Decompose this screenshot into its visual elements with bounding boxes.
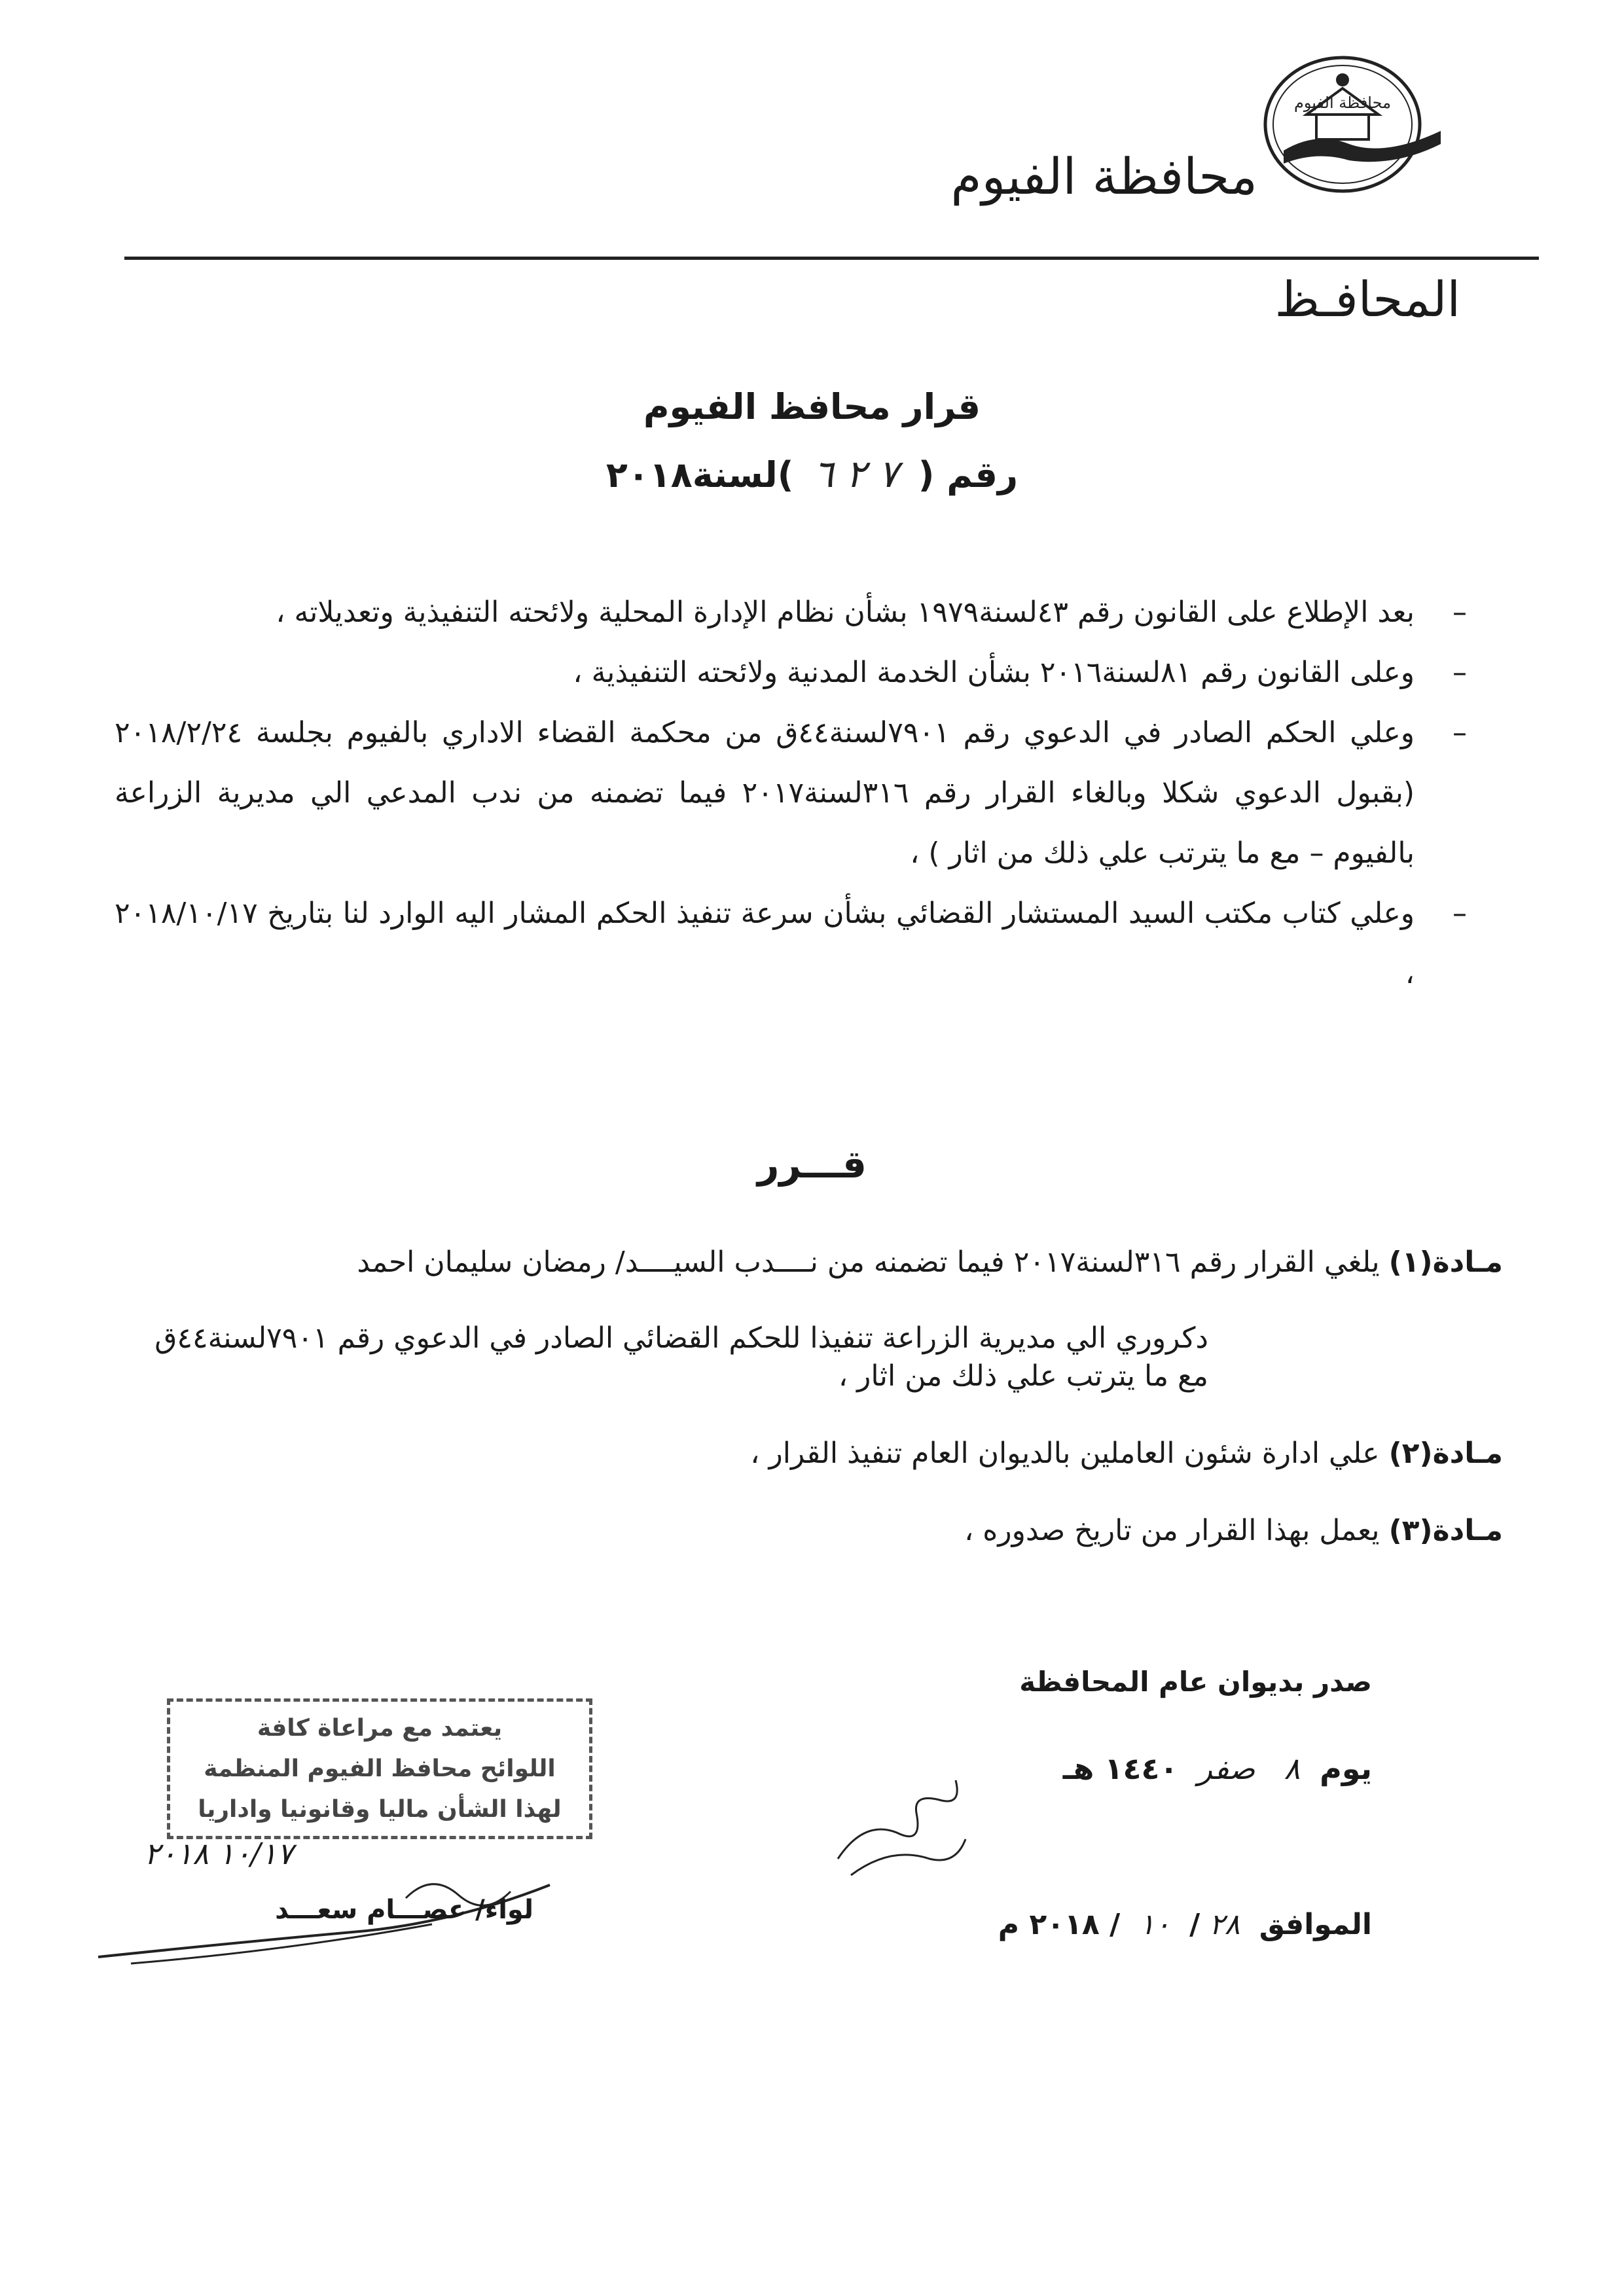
preamble-dash: –	[1453, 897, 1467, 930]
decree-title: قرار محافظ الفيوم	[643, 386, 981, 427]
preamble-dash: –	[1453, 656, 1467, 689]
decree-number-handwritten: ٧ ٢ ٦	[813, 452, 899, 496]
resolved-heading: قـــرر	[757, 1142, 867, 1187]
hijri-day: ٨	[1284, 1751, 1301, 1786]
article-2	[121, 1435, 1503, 1473]
signature-date-handwritten: ١٠/١٧ ٢٠١٨	[144, 1836, 293, 1871]
decree-number-prefix: رقم (	[918, 454, 1019, 495]
greg-year: / ٢٠١٨ م	[998, 1908, 1121, 1941]
article-1	[121, 1244, 1503, 1395]
greg-prefix: الموافق	[1259, 1908, 1372, 1941]
preamble-item	[115, 643, 1467, 703]
article-label: مـادة(٢)	[1388, 1437, 1503, 1470]
preamble-item	[115, 884, 1467, 1004]
greg-month-handwritten: ١٠	[1139, 1908, 1170, 1941]
stamp-line: لهذا الشأن ماليا وقانونيا واداريا	[198, 1796, 562, 1823]
decree-number	[0, 452, 1624, 496]
hijri-year: ١٤٤٠ هـ	[1062, 1751, 1178, 1786]
article-text: يلغي القرار رقم ٣١٦لسنة٢٠١٧ فيما تضمنه من نــــدب السيــــد/ رمضان سليمان احمد	[357, 1246, 1380, 1279]
preamble-item	[115, 703, 1467, 884]
article-continuation: دكروري الي مديرية الزراعة تنفيذا للحكم القضائي الصادر في الدعوي رقم ٧٩٠١لسنة٤٤ق مع ما يترتب علي ذلك من اثار ،	[154, 1321, 1208, 1393]
preamble-dash: –	[1453, 716, 1467, 749]
article-text: علي ادارة شئون العاملين بالديوان العام تنفيذ القرار ،	[750, 1437, 1380, 1470]
greg-day-handwritten: ٢٨	[1209, 1908, 1240, 1941]
preamble-list	[115, 583, 1467, 1004]
article-3	[121, 1512, 1503, 1550]
hijri-prefix: يوم	[1320, 1751, 1372, 1786]
preamble-text: وعلى القانون رقم ٨١لسنة٢٠١٦ بشأن الخدمة المدنية ولائحته التنفيذية ،	[573, 656, 1415, 689]
issued-at-line: صدر بديوان عام المحافظة	[1019, 1666, 1372, 1698]
preamble-text: بعد الإطلاع على القانون رقم ٤٣لسنة١٩٧٩ بشأن نظام الإدارة المحلية ولائحته التنفيذية وتعديلاته ،	[276, 596, 1415, 629]
preamble-dash: –	[1453, 596, 1467, 629]
articles-section	[121, 1244, 1503, 1589]
hijri-month-handwritten: صفر	[1197, 1751, 1255, 1786]
article-label: مـادة(١)	[1388, 1246, 1503, 1279]
hijri-date-line	[1063, 1751, 1372, 1786]
governorate-seal-logo	[1244, 52, 1447, 203]
decree-number-suffix: )لسنة٢٠١٨	[605, 454, 794, 495]
signatory-name: لواء/ عصـــام سعـــد	[275, 1895, 533, 1925]
gregorian-date-line: الموافق ٢٨/ ١٠ / ٢٠١٨ م	[998, 1908, 1372, 1941]
preamble-text: وعلي الحكم الصادر في الدعوي رقم ٧٩٠١لسنة٤٤ق من محكمة القضاء الاداري بالفيوم بجلسة ٢٠١٨/٢/٢٤ (بقبول الدعوي شكلا وبالغاء القرار رقم ٣١٦لسنة٢٠١٧ فيما تضمنه من ندب المدعي الي مديرية الزراعة بالفيوم – مع ما يترتب علي ذلك من اثار ) ،	[115, 716, 1415, 870]
seal-lettering: محافظة الفيوم	[1294, 94, 1391, 112]
preamble-item	[115, 583, 1467, 643]
governor-office-label: المحافـظ	[1274, 272, 1460, 328]
clerk-initials-signature	[825, 1761, 982, 1892]
article-label: مـادة(٣)	[1388, 1514, 1503, 1547]
article-text: يعمل بهذا القرار من تاريخ صدوره ،	[964, 1514, 1380, 1547]
stamp-line: يعتمد مع مراعاة كافة	[257, 1715, 503, 1742]
preamble-text: وعلي كتاب مكتب السيد المستشار القضائي بشأن سرعة تنفيذ الحكم المشار اليه الوارد لنا بتاريخ ٢٠١٨/١٠/١٧ ،	[115, 897, 1415, 990]
header-divider	[124, 257, 1539, 260]
governorate-title: محافظة الفيوم	[950, 147, 1257, 206]
stamp-line: اللوائح محافظ الفيوم المنظمة	[204, 1755, 556, 1782]
approval-stamp	[167, 1698, 592, 1839]
